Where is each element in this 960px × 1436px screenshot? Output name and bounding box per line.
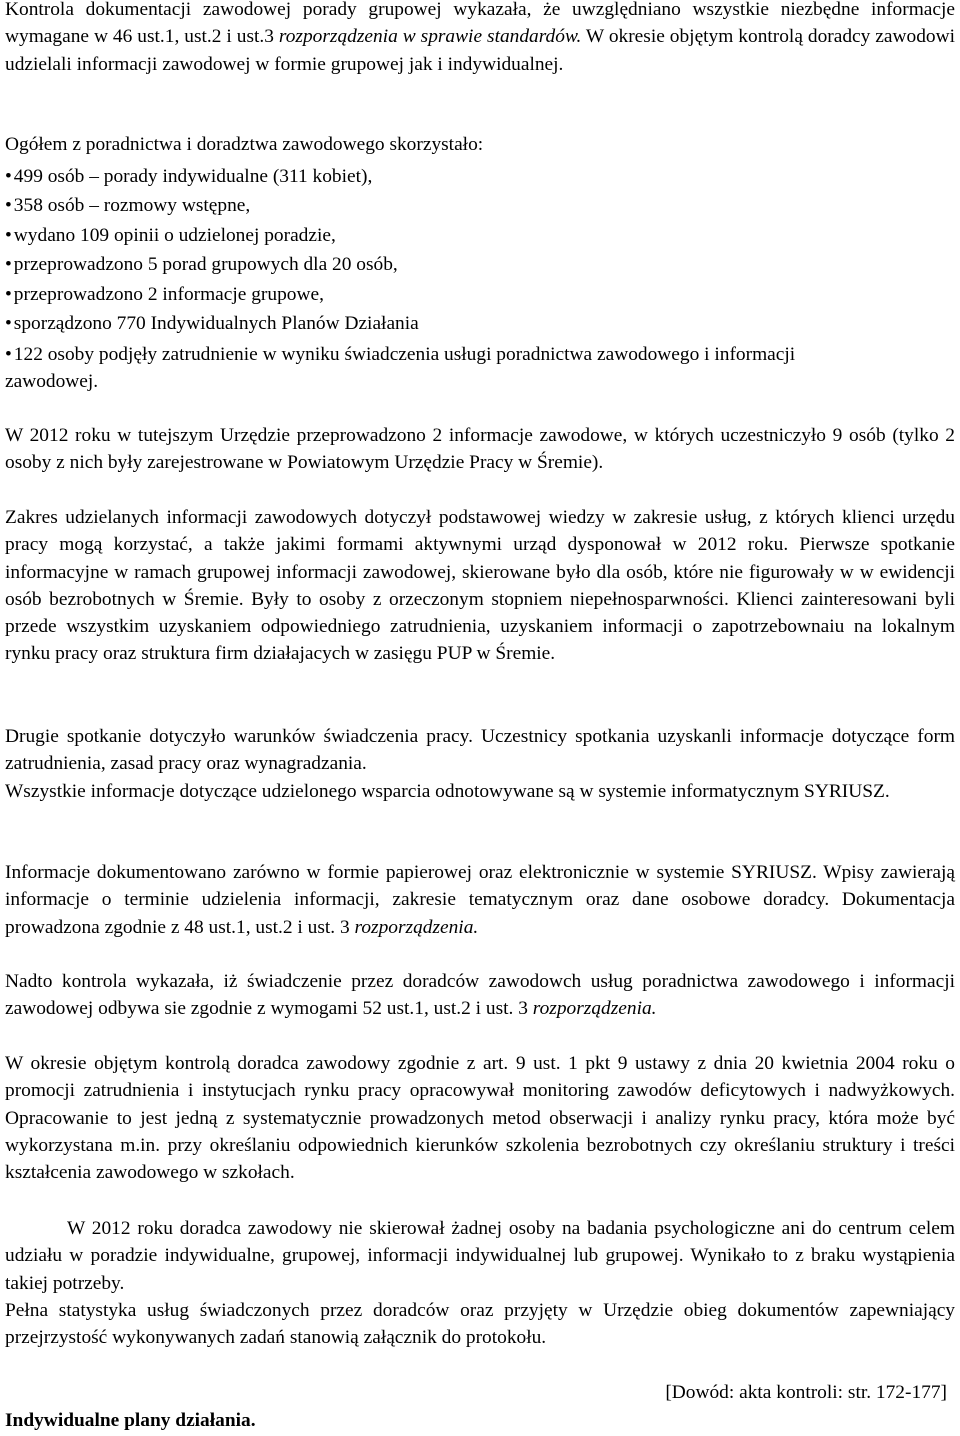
paragraph-text: W okresie objętym kontrolą doradcy zawodowi udzielali informacji zawodowej w formie grupowej jak i indywidualnej. bbox=[5, 26, 956, 75]
regulation-reference: rozporządzenia. bbox=[532, 998, 657, 1020]
list-item: • wydano 109 opinii o udzielonej poradzie, bbox=[5, 221, 955, 251]
section-heading: Indywidualne plany działania. bbox=[5, 1410, 256, 1431]
paragraph-scope-of-information: Zakres udzielanych informacji zawodowych dotyczył podstawowej wiedzy w zakresie usług, z których klienci urzędu pracy mogą korzystać, a także jakimi formami aktywnymi urząd dysponował w 2012 roku. Pierwsze spotkanie informacyjne w ramach grupowej informacji zawodowej, skierowane było dla osób, które nie figurowały w w ewidencji osób bezrobotnych w Śremie. Były to osoby z orzeczonym stopniem niepełnosparwności. Klienci zainteresowani byli przede wszystkim uzyskaniem odpowiedniego zatrudnienia, uzyskaniem informacji o zapotrzebownaiu na lokalnym rynku pracy oraz struktura firm działajacych w zasięgu PUP w Śremie. bbox=[5, 507, 955, 665]
regulation-reference: rozporządzenia w sprawie standardów. bbox=[278, 26, 582, 48]
list-item: • przeprowadzono 5 porad grupowych dla 20 osób, bbox=[5, 250, 955, 280]
paragraph-documentation-control bbox=[5, 0, 955, 78]
paragraph-syriusz-records: Wszystkie informacje dotyczące udzielonego wsparcia odnotowywane są w systemie informatycznym SYRIUSZ. bbox=[5, 781, 890, 802]
summary-intro: Ogółem z poradnictwa i doradztwa zawodowego skorzystało: bbox=[5, 134, 484, 155]
list-item: • przeprowadzono 2 informacje grupowe, bbox=[5, 280, 955, 310]
regulation-reference: rozporządzenia. bbox=[354, 916, 479, 938]
list-item: • 358 osób – rozmowy wstępne, bbox=[5, 191, 955, 221]
paragraph-2012-information: W 2012 roku w tutejszym Urzędzie przeprowadzono 2 informacje zawodowe, w których uczestniczyło 9 osób (tylko 2 osoby z nich były zarejestrowane w Powiatowym Urzędzie Pracy w Śremie). bbox=[5, 425, 955, 474]
list-item: • 122 osoby podjęły zatrudnienie w wyniku świadczenia usługi poradnictwa zawodowego i informacji zawodowej. bbox=[5, 341, 865, 396]
paragraph-text: Nadto kontrola wykazała, iż świadczenie przez doradców zawodowch usług poradnictwa zawodowego i informacji zawodowej odbywa sie zgodnie z wymogami 52 ust.1, ust.2 i ust. 3 bbox=[5, 971, 955, 1020]
paragraph-statistics: Pełna statystyka usług świadczonych przez doradców oraz przyjęty w Urzędzie obieg dokumentów zapewniający przejrzystość wykonywanych zadań stanowią załącznik do protokołu. bbox=[5, 1300, 955, 1349]
evidence-reference: [Dowód: akta kontroli: str. 172-177] bbox=[665, 1382, 947, 1403]
paragraph-text: Kontrola dokumentacji zawodowej porady grupowej wykazała, że uwzględniano wszystkie niezbędne informacje wymagane w 46 ust.1, ust.2 i ust.3 bbox=[5, 0, 955, 48]
list-item: • 499 osób – porady indywidualne (311 kobiet), bbox=[5, 162, 955, 192]
paragraph-psychological-tests: W 2012 roku doradca zawodowy nie skierował żadnej osoby na badania psychologiczne ani do centrum celem udziału w poradzie indywidualne, grupowej, informacji indywidualnej lub grupowej. Wynikało to z braku wystąpienia takiej potrzeby. bbox=[5, 1218, 955, 1294]
list-item: • sporządzono 770 Indywidualnych Planów Działania bbox=[5, 309, 955, 339]
paragraph-compliance bbox=[5, 968, 955, 1023]
paragraph-text: Informacje dokumentowano zarówno w formie papierowej oraz elektronicznie w systemie SYRIUSZ. Wpisy zawierają informacje o terminie udzielenia informacji, zakresie tematycznym oraz dane osobowe doradcy. Dokumentacja prowadzona zgodnie z 48 ust.1, ust.2 i ust. 3 bbox=[5, 862, 955, 938]
paragraph-documentation-method bbox=[5, 859, 955, 941]
paragraph-second-meeting: Drugie spotkanie dotyczyło warunków świadczenia pracy. Uczestnicy spotkania uzyskanli informacje dotyczące form zatrudnienia, zasad pracy oraz wynagradzania. bbox=[5, 726, 955, 775]
paragraph-monitoring: W okresie objętym kontrolą doradca zawodowy zgodnie z art. 9 ust. 1 pkt 9 ustawy z dnia 20 kwietnia 2004 roku o promocji zatrudnienia i instytucjach rynku pracy opracowywał monitoring zawodów deficytowych i nadwyżkowych. Opracowanie to jest jedną z systematycznie prowadzonych metod obserwacji i analizy rynku pracy, która może być wykorzystana m.in. przy określaniu odpowiednich kierunków szkolenia bezrobotnych czy określaniu struktury i treści kształcenia zawodowego w szkołach. bbox=[5, 1053, 955, 1184]
